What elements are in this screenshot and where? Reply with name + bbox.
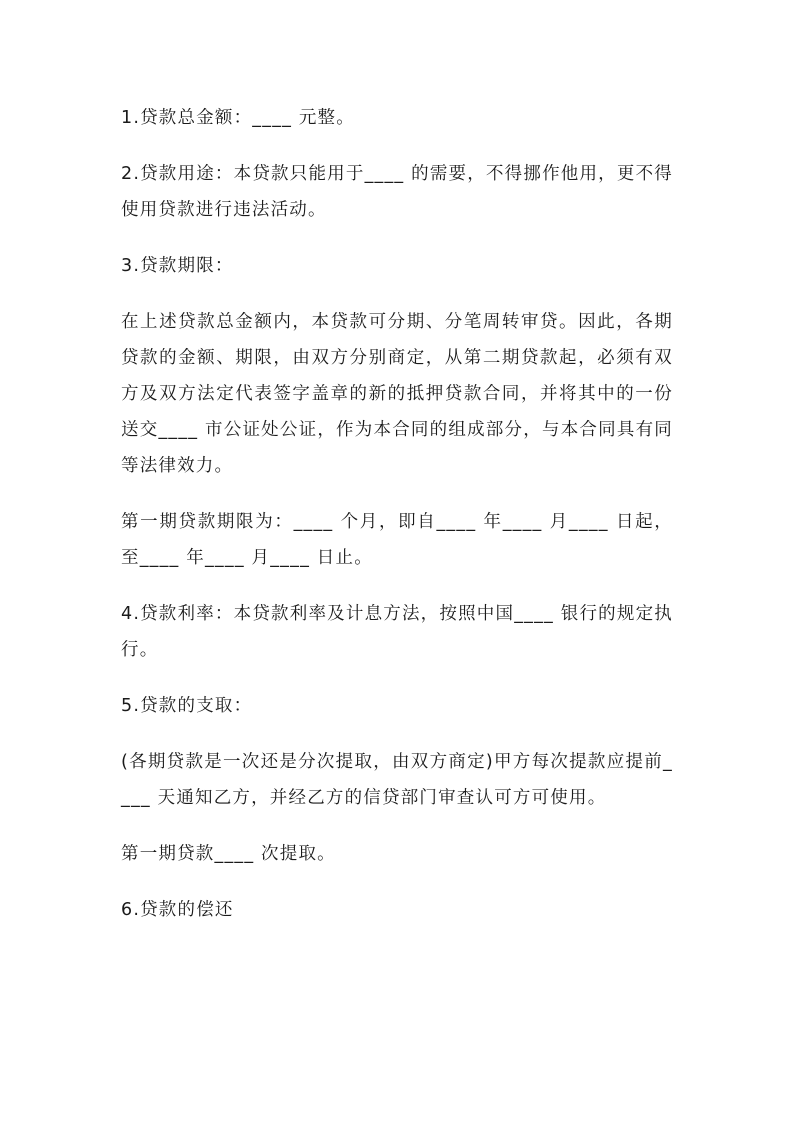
clause-first-withdrawal-count: 第一期贷款____ 次提取。 [121, 844, 336, 864]
clause-loan-term-heading: 3.贷款期限： [121, 256, 234, 276]
clause-loan-term-body: 在上述贷款总金额内，本贷款可分期、分笔周转审贷。因此，各期贷款的金额、期限，由双方分别商定，从第二期贷款起，必须有双方及双方法定代表签字盖章的新的抵押贷款合同，并将其中的一份送交____ 市公证处公证，作为本合同的组成部分，与本合同具有同等法律效力。 [121, 312, 673, 476]
clause-interest-rate: 4.贷款利率：本贷款利率及计息方法，按照中国____ 银行的规定执行。 [121, 604, 673, 660]
clause-repayment-heading: 6.贷款的偿还 [121, 900, 234, 920]
clause-loan-purpose: 2.贷款用途：本贷款只能用于____ 的需要，不得挪作他用，更不得使用贷款进行违法活动。 [121, 164, 673, 220]
clause-withdrawal-body: (各期贷款是一次还是分次提取，由双方商定)甲方每次提款应提前____ 天通知乙方，并经乙方的信贷部门审查认可方可使用。 [121, 752, 673, 808]
document-body [121, 100, 673, 928]
clause-withdrawal-heading: 5.贷款的支取： [121, 696, 253, 716]
clause-first-term-period: 第一期贷款期限为：____ 个月，即自____ 年____ 月____ 日起，至____ 年____ 月____ 日止。 [121, 512, 673, 568]
clause-loan-amount: 1.贷款总金额：____ 元整。 [121, 108, 355, 128]
